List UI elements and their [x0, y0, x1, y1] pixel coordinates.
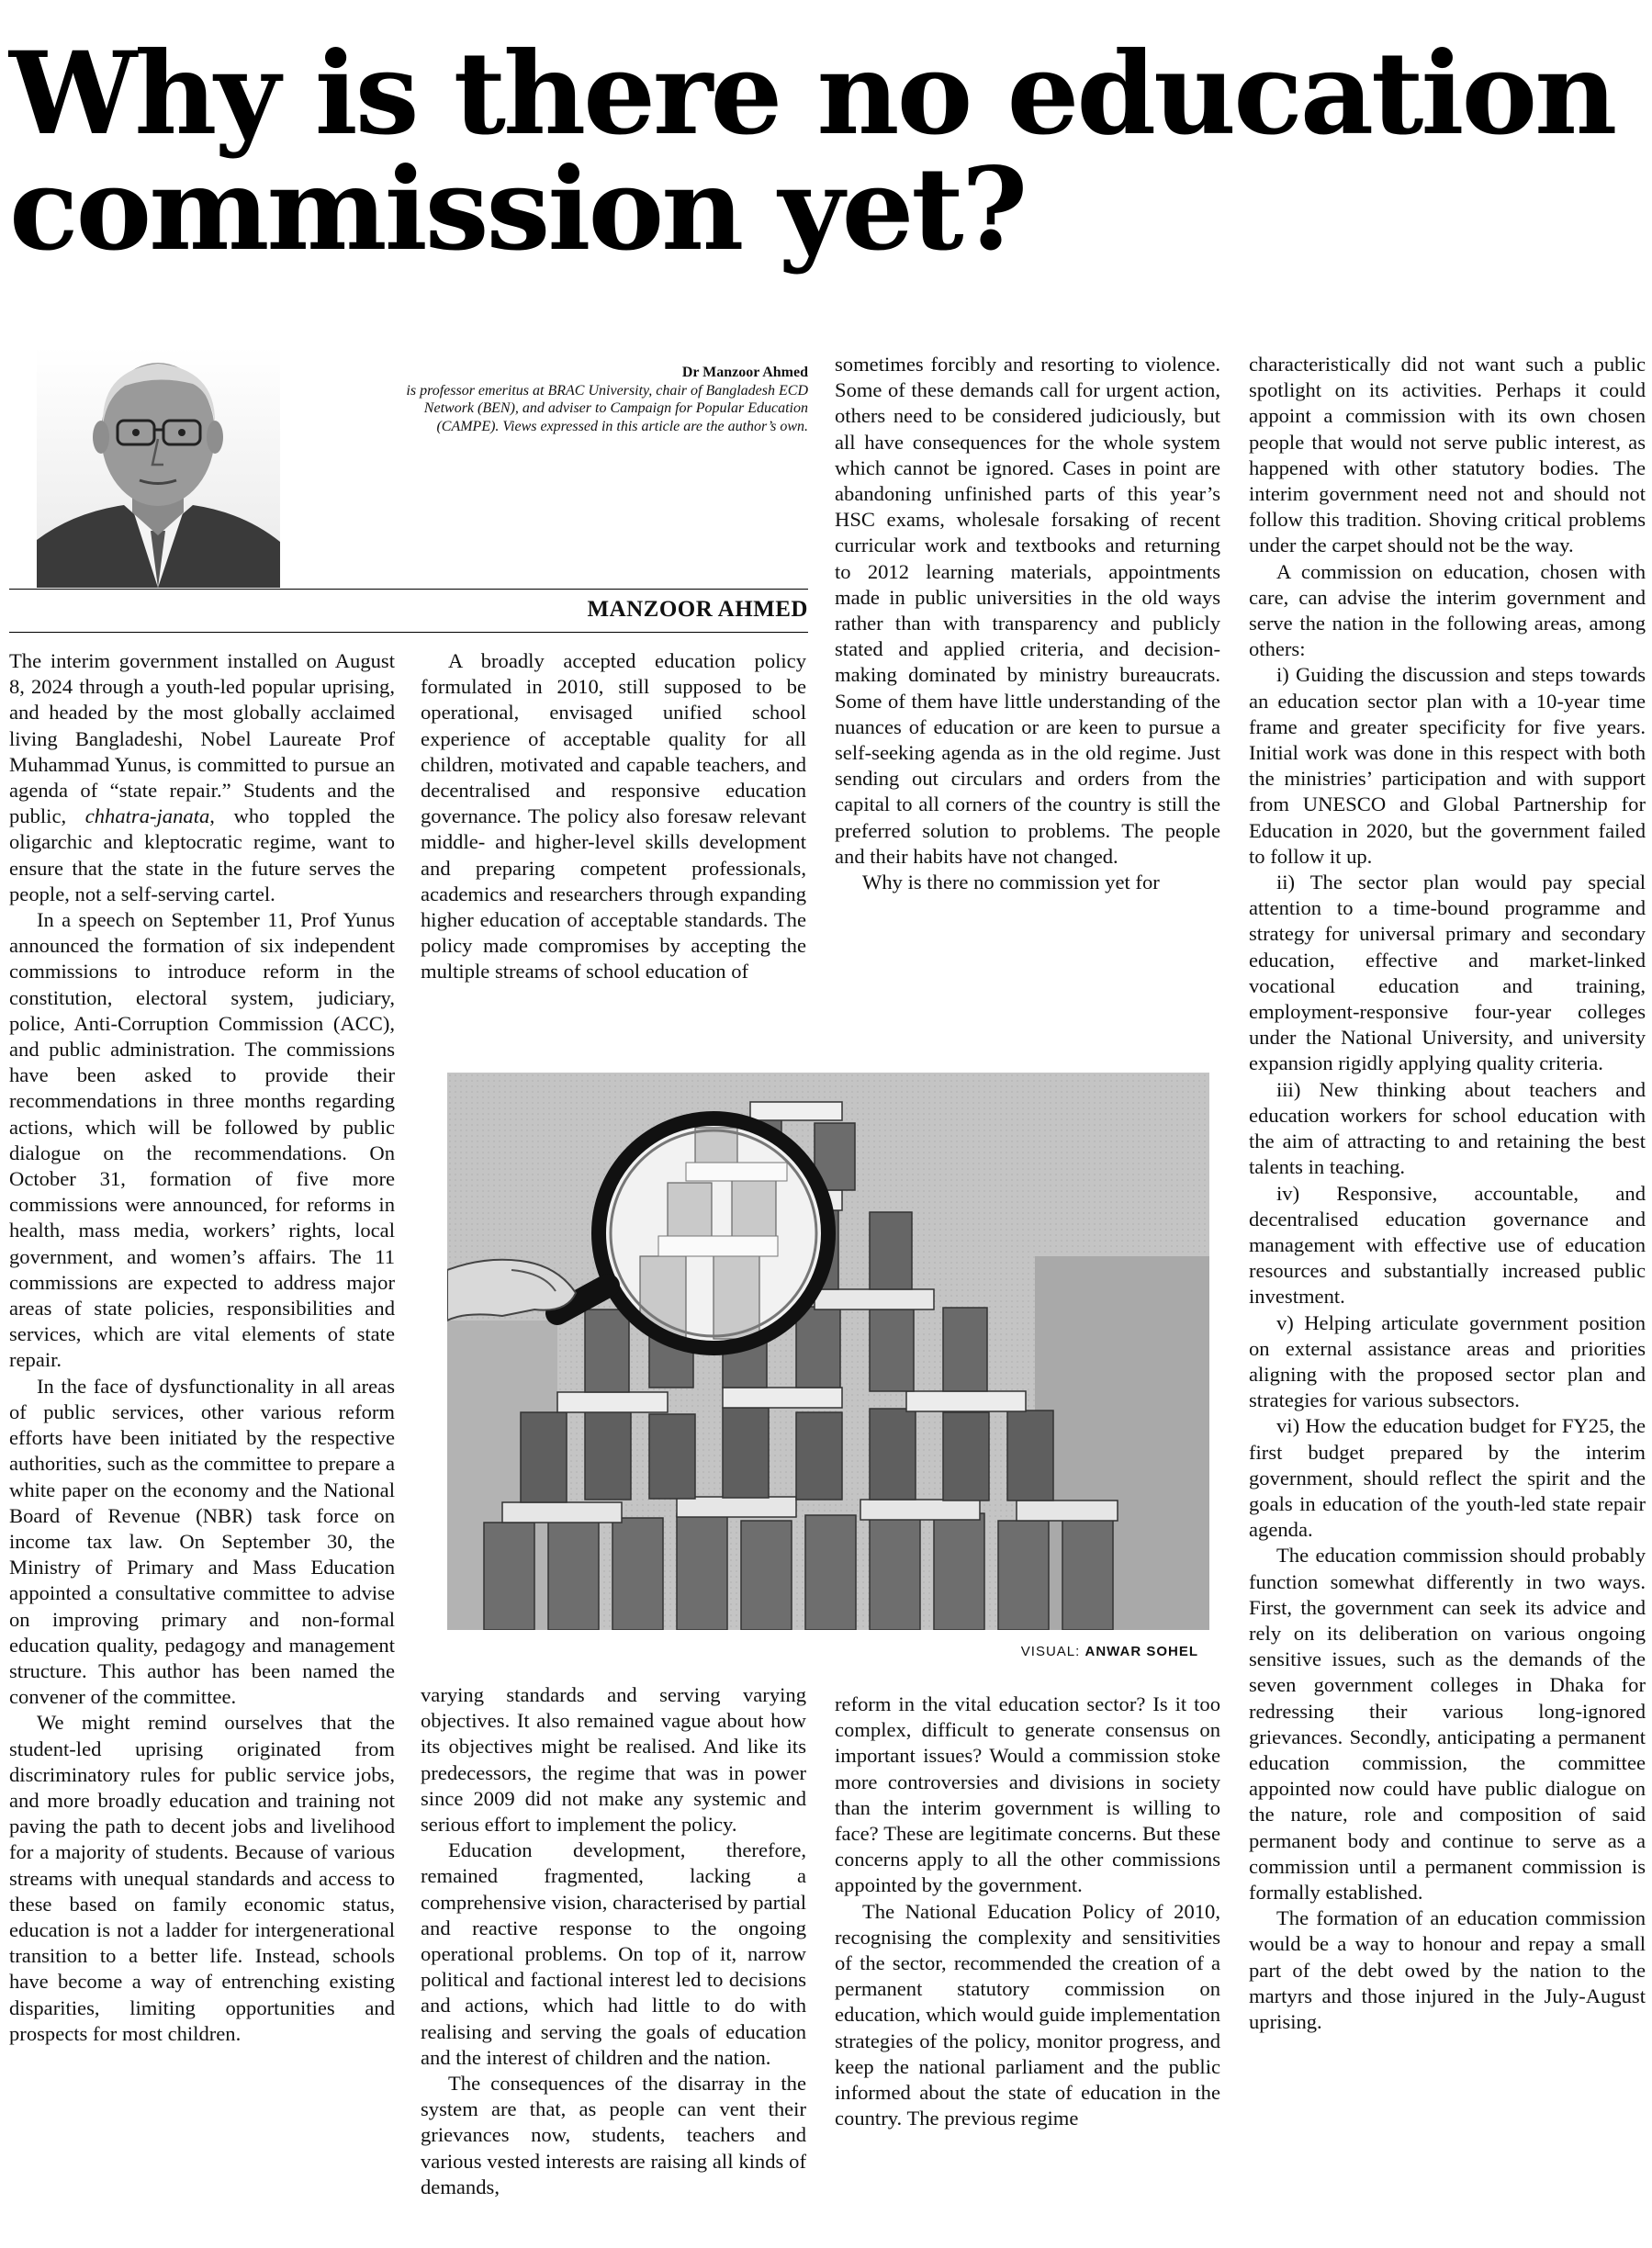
paragraph: Education development, therefore, remained fragmented, lacking a comprehensive vision, characterised by partial and reactive response to the ongoing operational problems. On top of it, narrow political and factional interest led to decisions and actions, which had little to do with realising and serving the goals of education and the interest of children and the nation.: [421, 1838, 806, 2069]
column-3-top: [835, 352, 1220, 895]
paragraph: In a speech on September 11, Prof Yunus announced the formation of six independent commissions to introduce reform in the constitution, electoral system, judiciary, police, Anti-Corruption Commission (ACC), and public administration. The commissions have been asked to provide their recommendations in three months regarding actions, which will be followed by public dialogue on the recommendations. On October 31, formation of five more commissions were announced, for reforms in health, mass media, workers’ rights, local government, and women’s affairs. The 11 commissions are expected to address major areas of state policies, responsibilities and services, which are vital elements of state repair.: [9, 908, 395, 1372]
column-1: [9, 648, 395, 2047]
paragraph: We might remind ourselves that the student-led uprising originated from discriminatory rules for public service jobs, and more broadly education and training not paving the path to decent jobs and livelihood for a majority of students. Because of various streams with unequal standards and access to these based on family economic status, education is not a ladder for intergenerational transition to a better life. Instead, schools have become a way of entrenching existing disparities, limiting opportunities and prospects for most children.: [9, 1711, 395, 2045]
column-4: [1249, 352, 1646, 2035]
paragraph: iii) New thinking about teachers and education workers for school education with the aim of attracting to and retaining the best talents in teaching.: [1249, 1077, 1646, 1179]
paragraph: The consequences of the disarray in the system are that, as people can vent their grievances now, students, teachers and various vested interests are raising all kinds of demands,: [421, 2072, 806, 2198]
paragraph: The National Education Policy of 2010, recognising the complexity and sensitivities of the sector, recommended the creation of a permanent statutory commission on education, which would guide implementation strategies of the policy, monitor progress, and keep the national parliament and the public informed about the state of education in the country. The previous regime: [835, 1899, 1220, 2130]
paragraph: characteristically did not want such a public spotlight on its activities. Perhaps it could appoint a commission with its own chosen people that would not serve public interest, as happened with other statutory bodies. The interim government need not and should not follow this tradition. Shoving critical problems under the carpet should not be the way.: [1249, 353, 1646, 557]
credit-label: VISUAL:: [1020, 1644, 1081, 1659]
paragraph: i) Guiding the discussion and steps towards an education sector plan with a 10-year time frame and greater specificity for five years. Initial work was done in this respect with both the ministries’ participation and with support from UNESCO and Global Partnership for Education in 2020, but the government failed to follow it up.: [1249, 663, 1646, 868]
column-3-bottom: [835, 1692, 1220, 2131]
byline: [404, 364, 808, 435]
paragraph: A commission on education, chosen with care, can advise the interim government and serve the nation in the following areas, among others:: [1249, 559, 1646, 661]
paragraph: In the face of dysfunctionality in all areas of public services, other various reform efforts have been initiated by the respective authorities, such as the committee to prepare a white paper on the economy and the National Board of Revenue (NBR) task force on income tax law. On September 30, the Ministry of Primary and Mass Education appointed a consultative committee to advise on improving primary and non-formal education quality, pedagogy and management structure. This author has been named the convener of the committee.: [9, 1374, 395, 1709]
paragraph: A broadly accepted education policy formulated in 2010, still supposed to be operational, envisaged unified school experience of acceptable quality for all children, motivated and capable teachers, and decentralised and responsive education governance. The policy also foresaw relevant middle- and higher-level skills development and preparing competent professionals, academics and researchers through expanding higher education of acceptable standards. The policy made compromises by accepting the multiple streams of school education of: [421, 649, 806, 984]
paragraph: The formation of an education commission would be a way to honour and repay a small part of the debt owed by the nation to the martyrs and those injured in the July-August uprising.: [1249, 1906, 1646, 2033]
paragraph: varying standards and serving varying objectives. It also remained vague about how its objectives might be realised. And like its predecessors, the regime that was in power since 2009 did not make any systemic and serious effort to implement the policy.: [421, 1683, 806, 1837]
author-portrait: [37, 347, 280, 588]
paragraph: iv) Responsive, accountable, and decentralised education governance and management with effective use of education resources and substantially increased public investment.: [1249, 1181, 1646, 1309]
paragraph: reform in the vital education sector? Is it too complex, difficult to generate consensus on important issues? Would a commission stoke more controversies and divisions in society than the interim government is willing to face? These are legitimate concerns. But these concerns apply to all the other commissions appointed by the government.: [835, 1692, 1220, 1897]
author-rule: [9, 589, 808, 633]
paragraph: The education commission should probably function somewhat differently in two ways. First, the government can seek its advice and rely on its deliberation on various ongoing sensitive issues, such as the demands of the seven government colleges in Dhaka for redressing their various long-ignored grievances. Secondly, anticipating a permanent education commission, the committee appointed now could have public dialogue on the nature, role and composition of said permanent body and continue to serve as a commission until a permanent commission is formally established.: [1249, 1544, 1646, 1904]
illustration: [447, 1073, 1209, 1630]
credit-name: ANWAR SOHEL: [1084, 1644, 1198, 1659]
paragraph: v) Helping articulate government position on external assistance areas and priorities aligning with the proposed sector plan and strategies for various subsectors.: [1249, 1310, 1646, 1412]
paragraph: The interim government installed on August 8, 2024 through a youth-led popular uprising, and headed by the most globally acclaimed living Bangladeshi, Nobel Laureate Prof Muhammad Yunus, is committed to pursue an agenda of “state repair.” Students and the public, chhatra-janata, who toppled the oligarchic and kleptocratic regime, want to ensure that the state in the future serves the people, not a self-serving cartel.: [9, 649, 395, 905]
column-2-top: [421, 648, 806, 985]
paragraph: ii) The sector plan would pay special attention to a time-bound programme and strategy for universal primary and secondary education, effective and market-linked vocational education and training, employment-responsive four-year colleges under the National University, and university expansion rigidly applying quality criteria.: [1249, 871, 1646, 1075]
paragraph: Why is there no commission yet for: [862, 871, 1160, 894]
paragraph: sometimes forcibly and resorting to violence. Some of these demands call for urgent action, others need to be considered judiciously, but all have consequences for the whole system which cannot be ignored. Cases in point are abandoning unfinished parts of this year’s HSC exams, wholesale forsaking of recent curricular work and textbooks and returning to 2012 learning materials, appointments made in public universities in the old ways rather than with transparency and publicly stated and applied criteria, and decision-making dominated by ministry bureaucrats. Some of them have little understanding of the nuances of education or are keen to pursue a self-seeking agenda as in the old regime. Just sending out circulars and orders from the capital to all corners of the country is still the preferred solution to problems. The people and their habits have not changed.: [835, 353, 1220, 868]
headline: Why is there no education commission yet?: [9, 28, 1615, 276]
author-photo-image: [37, 347, 280, 588]
illustration-credit: [826, 1644, 1198, 1659]
byline-description: is professor emeritus at BRAC University, chair of Bangladesh ECD Network (BEN), and adviser to Campaign for Popular Education (CAMPE). Views expressed in this article are the author’s own.: [406, 382, 808, 434]
author-tag: MANZOOR AHMED: [587, 597, 808, 622]
book-pyramid-magnifier-illustration: [447, 1073, 1209, 1630]
byline-name: Dr Manzoor Ahmed: [681, 365, 808, 380]
column-2-bottom: [421, 1682, 806, 2200]
paragraph: vi) How the education budget for FY25, the first budget prepared by the interim government, should reflect the spirit and the goals in education of the youth-led state repair agenda.: [1249, 1414, 1646, 1542]
